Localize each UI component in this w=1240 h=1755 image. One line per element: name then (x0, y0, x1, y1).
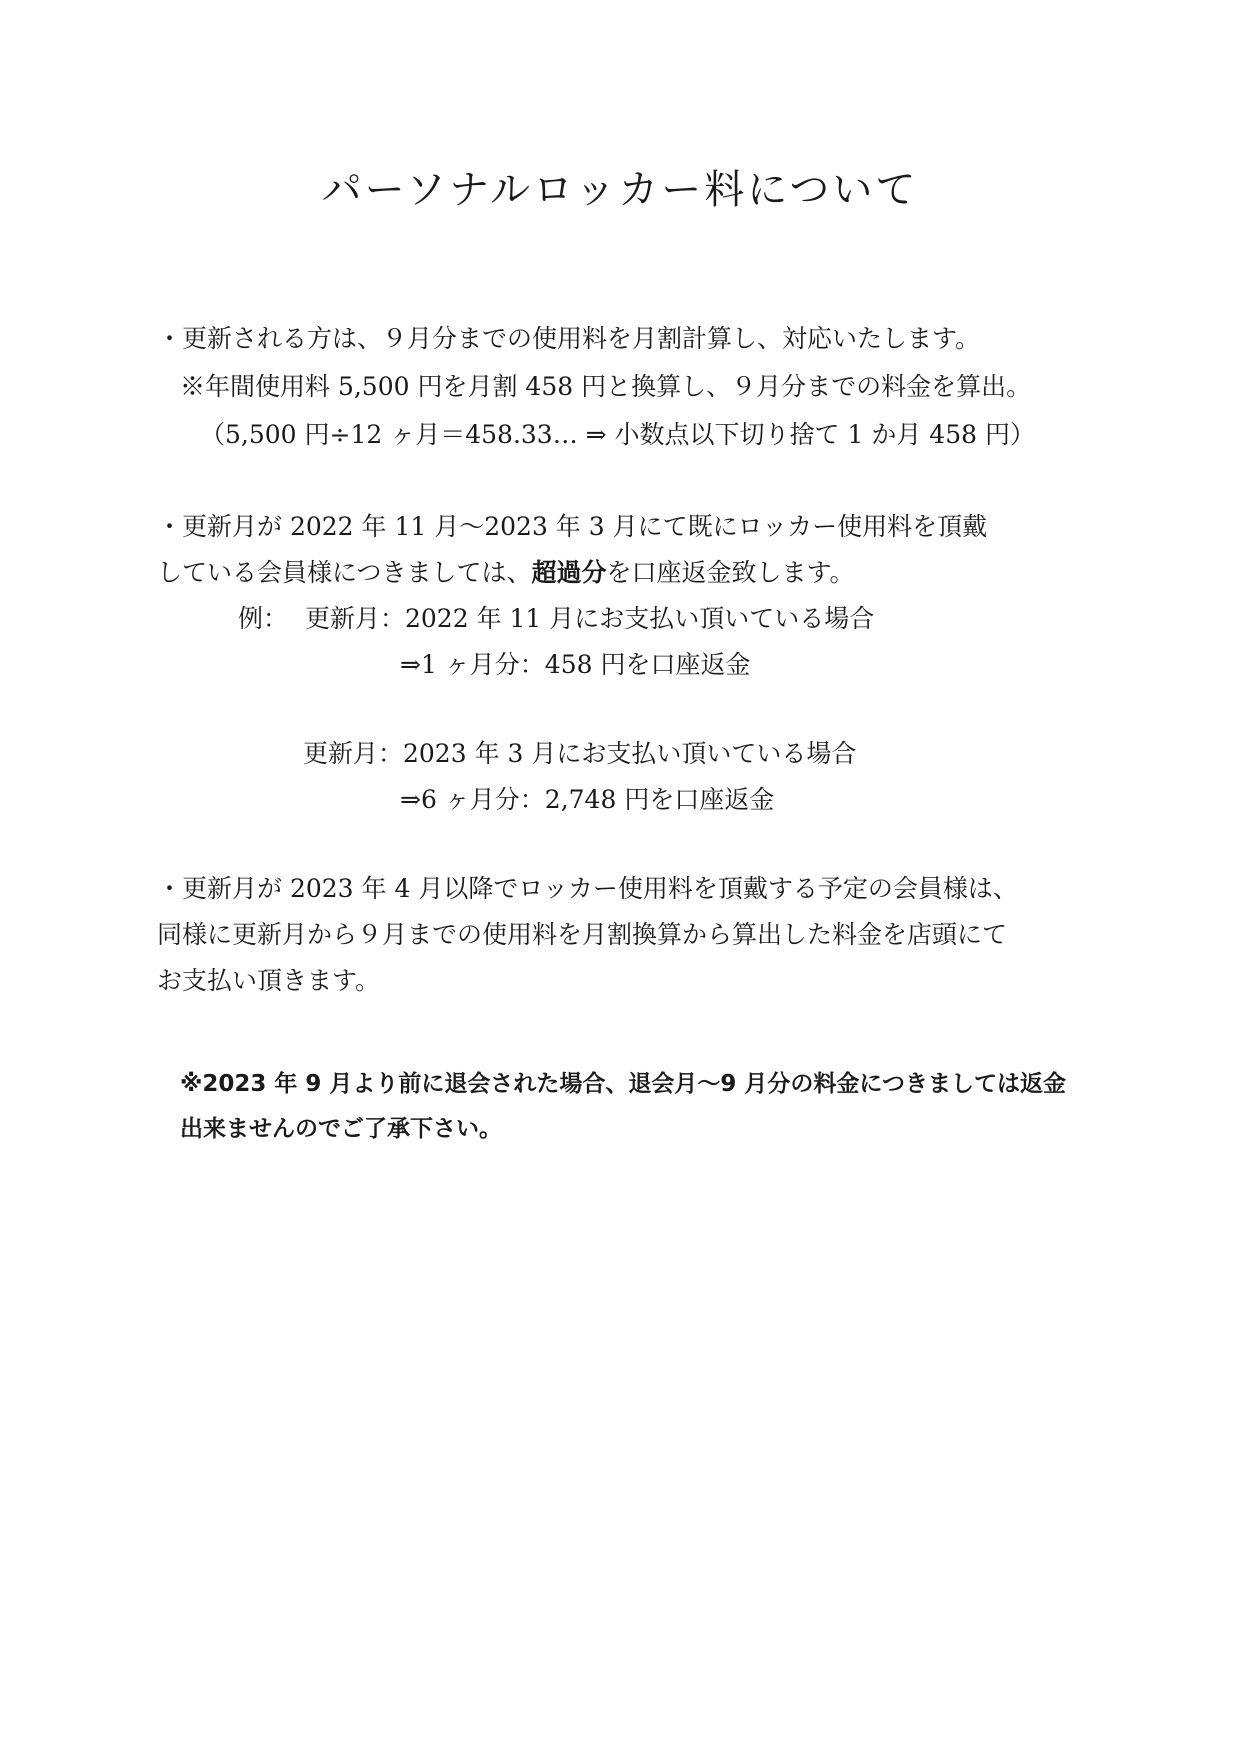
section2-line2-text-after: を口座返金致します。 (606, 558, 855, 587)
section2-line1: ・更新月が 2022 年 11 月～2023 年 3 月にて既にロッカー使用料を頂戴 (157, 512, 988, 541)
emphasis-excess-amount: 超過分 (531, 558, 607, 587)
example1-line2: ⇒1 ヶ月分：458 円を口座返金 (400, 650, 751, 679)
section1-line2: ※年間使用料 5,500 円を月割 458 円と換算し、９月分までの料金を算出。 (180, 372, 1032, 401)
document-title: パーソナルロッカー料について (321, 167, 919, 213)
example2-line2: ⇒6 ヶ月分：2,748 円を口座返金 (400, 785, 775, 814)
example2-line1: 更新月：2023 年 3 月にお支払い頂いている場合 (303, 739, 857, 768)
section2-line2 (157, 556, 855, 590)
section2-line2-text-before: している会員様につきましては、 (157, 558, 532, 587)
note-line1: ※2023 年 9 月より前に退会された場合、退会月～9 月分の料金につきましては返金 (180, 1071, 1066, 1097)
example-label: 例： (238, 604, 289, 633)
example1-line1: 更新月：2022 年 11 月にお支払い頂いている場合 (305, 604, 875, 633)
section3-line1: ・更新月が 2023 年 4 月以降でロッカー使用料を頂戴する予定の会員様は、 (157, 874, 1018, 903)
section1-line3: （5,500 円÷12 ヶ月＝458.33… ⇒ 小数点以下切り捨て 1 か月 458 円） (200, 420, 1035, 449)
section3-line2: 同様に更新月から９月までの使用料を月割換算から算出した料金を店頭にて (157, 920, 1008, 949)
note-line2: 出来ませんのでご了承下さい。 (180, 1116, 502, 1142)
section3-line3: お支払い頂きます。 (157, 966, 381, 995)
section1-line1: ・更新される方は、９月分までの使用料を月割計算し、対応いたします。 (157, 324, 981, 353)
